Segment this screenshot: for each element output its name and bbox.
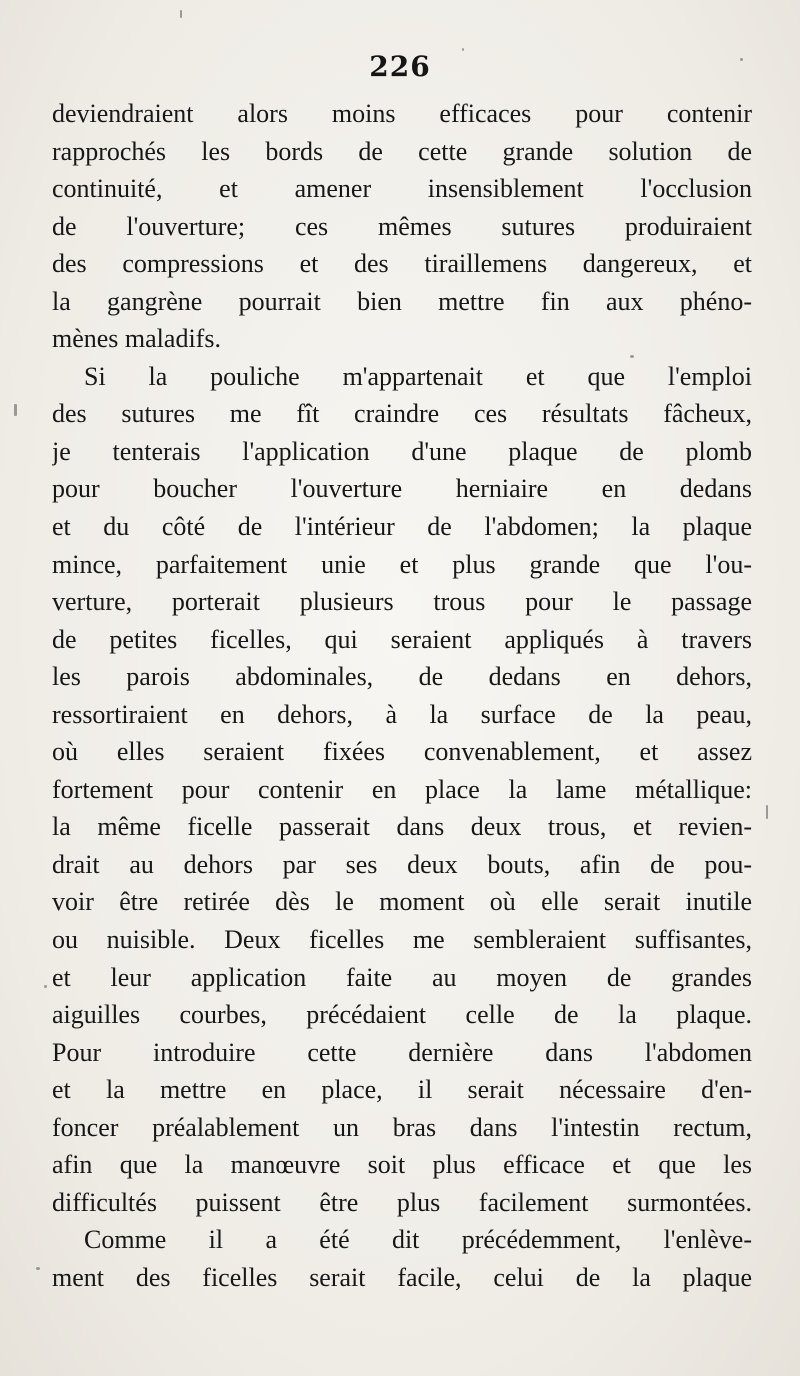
- text-line: pour boucher l'ouverture herniaire en dedans: [52, 474, 752, 504]
- text-line: ou nuisible. Deux ficelles me sembleraient suffisantes,: [52, 925, 752, 955]
- text-line: afin que la manœuvre soit plus efficace et que les: [52, 1150, 752, 1180]
- text-line: de petites ficelles, qui seraient appliqués à travers: [52, 624, 752, 654]
- text-line: deviendraient alors moins efficaces pour contenir: [52, 99, 752, 128]
- text-line: de l'ouverture; ces mêmes sutures produiraient: [52, 211, 752, 241]
- text-line: et leur application faite au moyen de grandes: [52, 962, 752, 992]
- text-line: et du côté de l'intérieur de l'abdomen; la plaque: [52, 512, 752, 542]
- text-line: Comme il a été dit précédemment, l'enlève-: [84, 1225, 752, 1255]
- text-line: ressortiraient en dehors, à la surface de la peau,: [52, 699, 752, 729]
- text-line: mènes maladifs.: [52, 324, 221, 354]
- text-line: verture, porterait plusieurs trous pour le passage: [52, 587, 752, 617]
- text-line: Pour introduire cette dernière dans l'abdomen: [52, 1037, 752, 1067]
- text-line: ment des ficelles serait facile, celui de la plaque: [52, 1262, 752, 1292]
- text-line: rapprochés les bords de cette grande solution de: [52, 136, 752, 166]
- text-line: la même ficelle passerait dans deux trous, et revien-: [52, 812, 752, 842]
- text-line: difficultés puissent être plus facilement surmontées.: [52, 1187, 752, 1217]
- text-line: aiguilles courbes, précédaient celle de la plaque.: [52, 1000, 752, 1030]
- text-line: des compressions et des tiraillemens dangereux, et: [52, 249, 752, 279]
- text-line: des sutures me fît craindre ces résultats fâcheux,: [52, 399, 752, 429]
- body-text: [52, 95, 752, 1297]
- text-line: foncer préalablement un bras dans l'intestin rectum,: [52, 1112, 752, 1142]
- text-line: mince, parfaitement unie et plus grande que l'ou-: [52, 549, 752, 579]
- page-number: 226: [369, 50, 431, 83]
- text-line: les parois abdominales, de dedans en dehors,: [52, 662, 752, 692]
- text-line: où elles seraient fixées convenablement, et assez: [52, 737, 752, 767]
- text-line: fortement pour contenir en place la lame métallique:: [52, 774, 752, 804]
- text-line: et la mettre en place, il serait nécessaire d'en-: [52, 1075, 752, 1105]
- text-line: je tenterais l'application d'une plaque de plomb: [52, 436, 752, 466]
- text-line: drait au dehors par ses deux bouts, afin de pou-: [52, 849, 752, 879]
- text-line: continuité, et amener insensiblement l'occlusion: [52, 174, 752, 204]
- text-line: la gangrène pourrait bien mettre fin aux phéno-: [52, 286, 752, 316]
- text-line: voir être retirée dès le moment où elle serait inutile: [52, 887, 752, 917]
- text-line: Si la pouliche m'appartenait et que l'emploi: [84, 361, 752, 391]
